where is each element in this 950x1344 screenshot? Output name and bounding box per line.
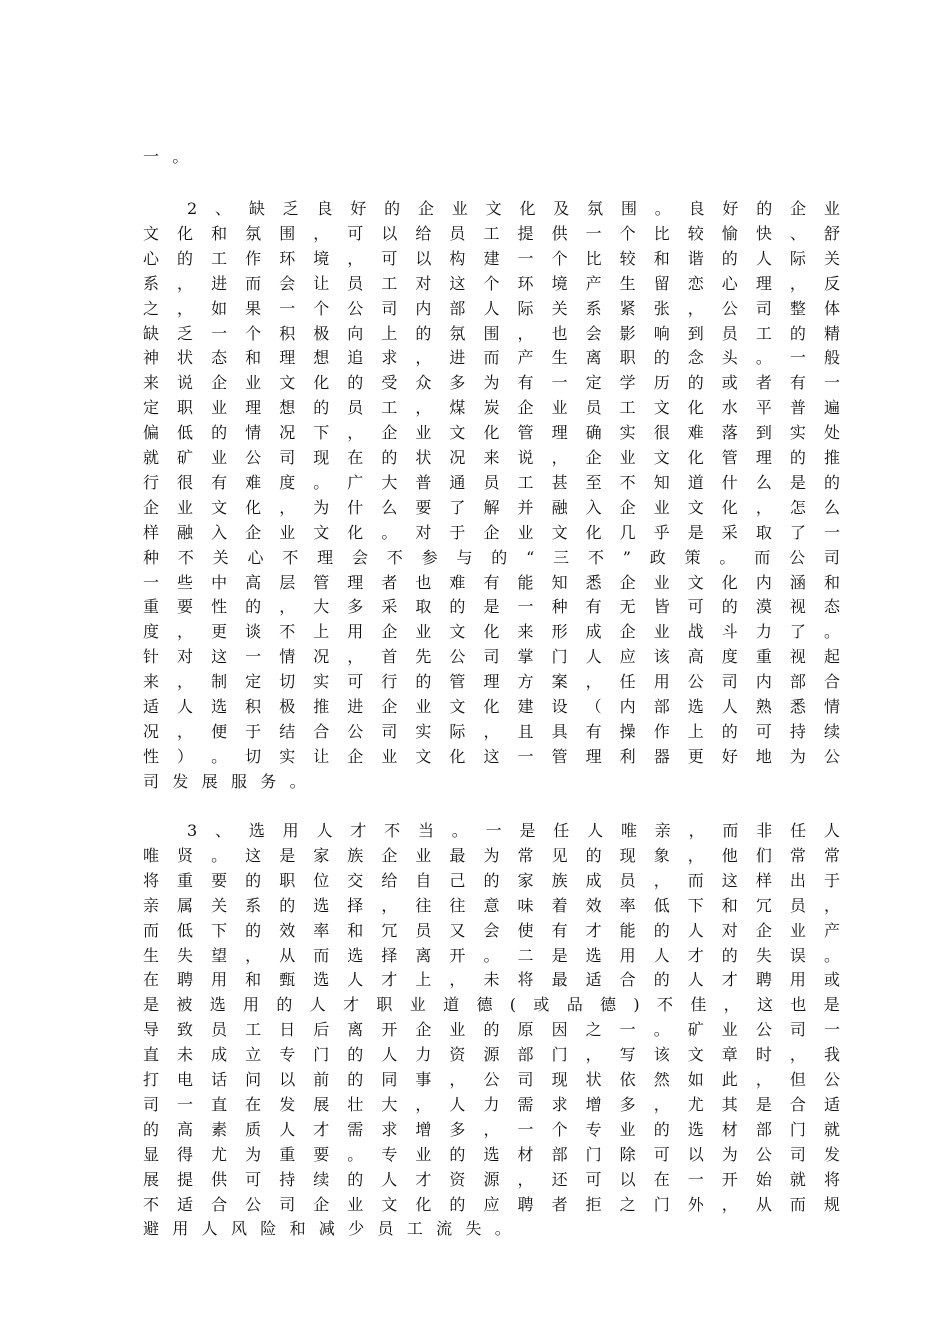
text-line: 展 提 供 可 持 续 的 人 才 资 源 ， 还 可 以 在 一 开 始 就 将: [143, 1169, 840, 1189]
text-line: 生 失 望 ， 从 而 选 择 离 开 。 二 是 选 用 人 才 的 失 误 。: [143, 945, 840, 965]
text-line: 行 很 有 难 度 。 广 大 普 通 员 工 甚 至 不 知 道 什 么 是 的: [143, 472, 840, 492]
text-line: 的 高 素 质 人 才 需 求 增 多 ， 一 个 专 业 的 选 材 部 门 就: [143, 1119, 840, 1139]
text-line: 定 职 业 理 想 的 员 工 ， 煤 炭 企 业 员 工 文 化 水 平 普 遍: [143, 398, 840, 418]
text-line: 避 用 人 风 险 和 减 少 员 工 流 失 。: [143, 1219, 511, 1239]
text-line: 2 、 缺 乏 良 好 的 企 业 文 化 及 氛 围 。 良 好 的 企 业: [187, 199, 840, 218]
text-line: 样 融 入 企 业 文 化 。 对 于 企 业 文 化 几 乎 是 采 取 了 一: [143, 522, 840, 542]
text-line: 一 些 中 高 层 管 理 者 也 难 有 能 知 悉 企 业 文 化 内 涵 和: [143, 572, 840, 592]
text-line: 文 化 和 氛 围 ， 可 以 给 员 工 提 供 一 个 比 较 愉 快 、 舒: [143, 223, 840, 243]
text-line: 显 得 尤 为 重 要 。 专 业 的 选 材 部 门 除 可 以 为 公 司 发: [143, 1144, 840, 1164]
text-line: 是 被 选 用 的 人 才 职 业 道 德 ( 或 品 德 ) 不 佳 ， 这 也 是: [143, 995, 840, 1015]
text-line: 导 致 员 工 日 后 离 开 企 业 的 原 因 之 一 。 矿 业 公 司 一: [143, 1020, 840, 1040]
text-line: 缺 乏 一 个 积 极 向 上 的 氛 围 ， 也 会 影 响 到 员 工 的 精: [143, 323, 840, 343]
text-line: 唯 贤 。 这 是 家 族 企 业 最 为 常 见 的 现 象 ， 他 们 常 常: [143, 845, 840, 865]
text-line: 神 状 态 和 理 想 追 求 ， 进 而 产 生 离 职 的 念 头 。 一 般: [143, 348, 840, 368]
text-line: 来 说 企 业 文 化 的 受 众 多 为 有 一 定 学 历 的 或 者 有 一: [143, 373, 840, 393]
text-line: 直 未 成 立 专 门 的 人 力 资 源 部 门 ， 写 该 文 章 时 ， 我: [143, 1045, 840, 1065]
text-line: 就 矿 业 公 司 现 在 的 状 况 来 说 ， 企 业 文 化 管 理 的 推: [143, 448, 840, 467]
text-line: 3 、 选 用 人 才 不 当 。 一 是 任 人 唯 亲 ， 而 非 任 人: [187, 821, 840, 840]
text-line: 打 电 话 问 以 前 的 同 事 ， 公 司 现 状 依 然 如 此 ， 但 公: [143, 1070, 840, 1089]
text-line: 适 人 选 积 极 推 进 企 业 文 化 建 设 （ 内 部 选 人 熟 悉 情: [143, 697, 840, 716]
text-line: 一 。: [143, 147, 189, 166]
text-line: 司 发 展 服 务 。: [143, 771, 306, 791]
text-line: 企 业 文 化 ， 为 什 么 要 了 解 并 融 入 企 业 文 化 ， 怎 么: [143, 497, 840, 517]
text-line: 种 不 关 心 不 理 会 不 参 与 的 “ 三 不 ” 政 策 。 而 公 司: [143, 547, 840, 567]
text-line: 之 ， 如 果 一 个 公 司 内 部 人 际 关 系 紧 张 ， 公 司 整 体: [143, 298, 840, 318]
text-line: 心 的 工 作 环 境 ， 可 以 构 建 一 个 比 较 和 谐 的 人 际 关: [143, 248, 840, 268]
text-line: 偏 低 的 情 况 下 ， 企 业 文 化 管 理 确 实 很 难 落 到 实 处: [143, 423, 840, 443]
text-line: 在 聘 用 和 甄 选 人 才 上 ， 未 将 最 适 合 的 人 才 聘 用 或: [143, 970, 840, 990]
text-line: 况 ， 便 于 结 合 公 司 实 际 ， 且 具 有 操 作 上 的 可 持 续: [143, 721, 840, 741]
text-line: 司 一 直 在 发 展 壮 大 ， 人 力 需 求 增 多 ， 尤 其 是 合 适: [143, 1094, 840, 1114]
text-line: 将 重 要 的 职 位 交 给 自 己 的 家 族 成 员 ， 而 这 样 出 于: [143, 870, 840, 890]
text-line: 亲 属 关 系 的 选 择 ， 往 往 意 味 着 效 率 低 下 和 冗 员 ，: [143, 895, 840, 915]
text-line: 不 适 合 公 司 企 业 文 化 的 应 聘 者 拒 之 门 外 ， 从 而 规: [143, 1194, 840, 1214]
text-line: 度 ， 更 谈 不 上 用 企 业 文 化 来 形 成 企 业 战 斗 力 了 。: [143, 622, 840, 642]
text-line: 来 ， 制 定 切 实 可 行 的 管 理 方 案 ， 任 用 公 司 内 部 合: [143, 672, 840, 692]
text-line: 针 对 这 一 情 况 ， 首 先 公 司 掌 门 人 应 该 高 度 重 视 起: [143, 647, 840, 667]
text-line: 而 低 下 的 效 率 和 冗 员 又 会 使 有 才 能 的 人 对 企 业 产: [143, 920, 840, 940]
text-line: 重 要 性 的 ， 大 多 采 取 的 是 一 种 有 无 皆 可 的 漠 视 态: [143, 597, 840, 617]
text-line: 系 ， 进 而 会 让 员 工 对 这 个 环 境 产 生 留 恋 心 理 ， 反: [143, 273, 840, 293]
text-line: 性 ） 。 切 实 让 企 业 文 化 这 一 管 理 利 器 更 好 地 为 公: [143, 746, 840, 766]
